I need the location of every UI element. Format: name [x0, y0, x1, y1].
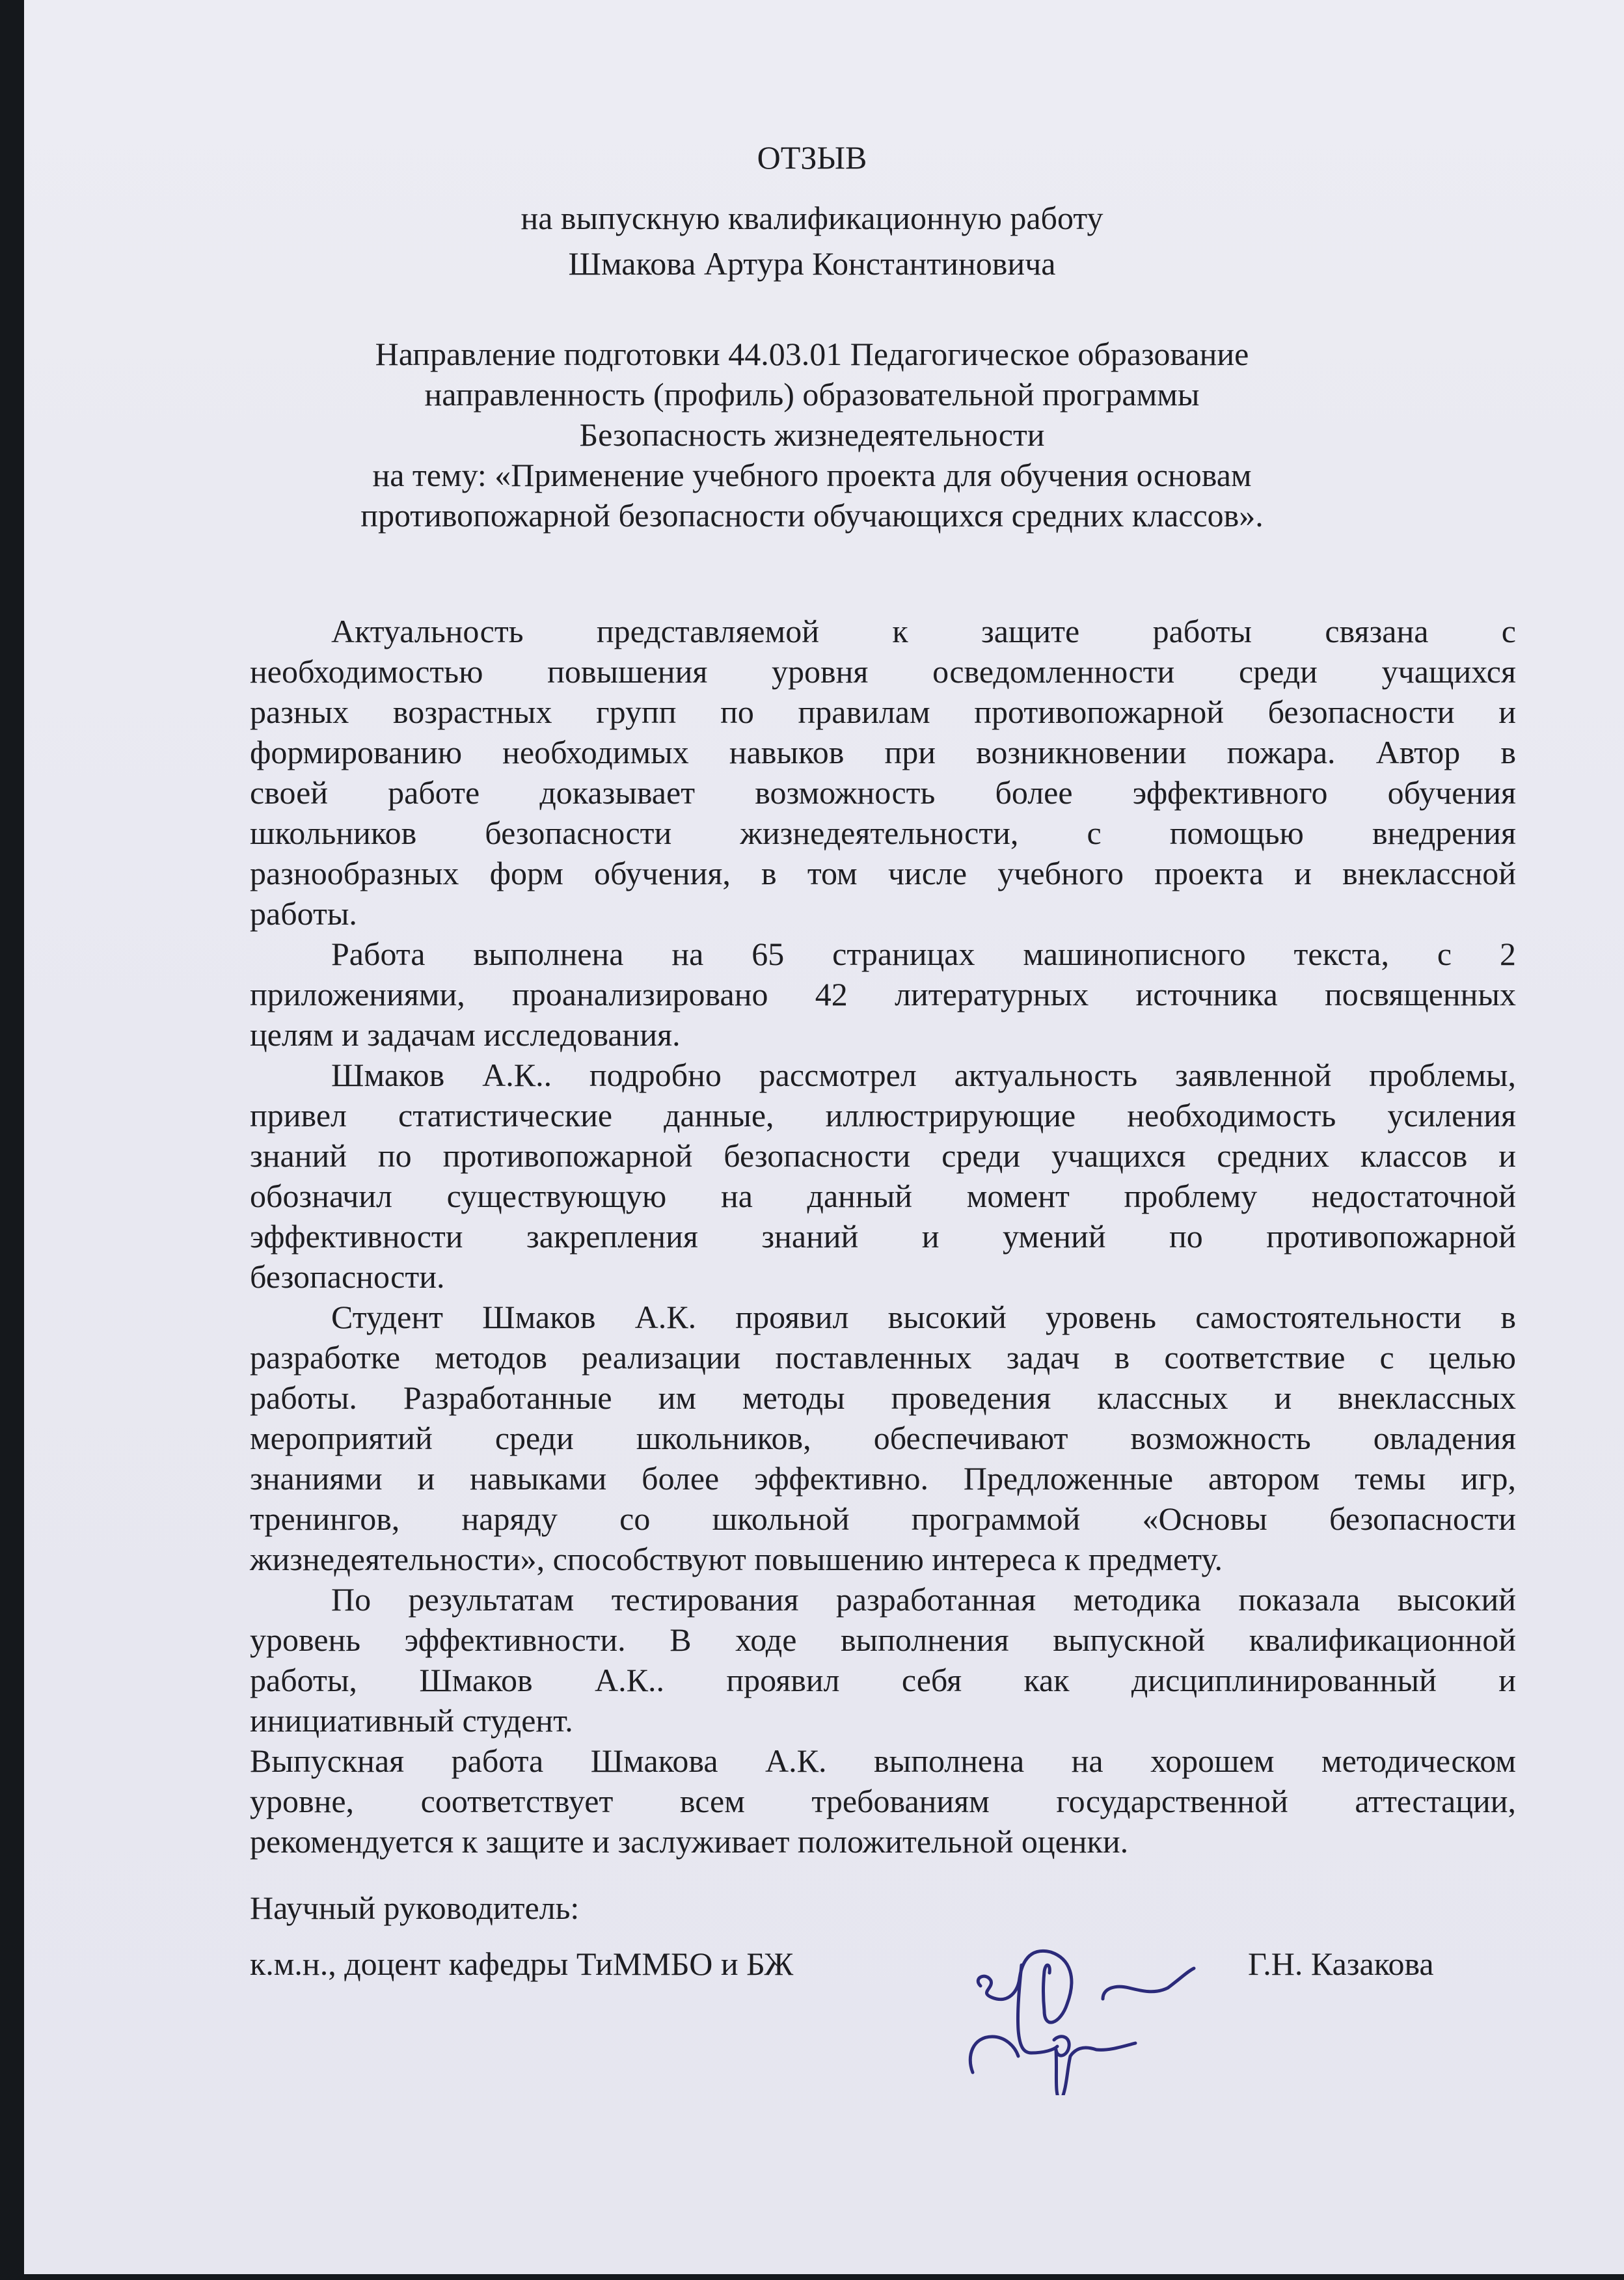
student-name: Шмакова Артура Константиновича: [568, 245, 1056, 282]
text-line: своей работе доказывает возможность более эффективного обучения: [250, 774, 1516, 811]
text-line: обозначил существующую на данный момент проблему недостаточной: [250, 1178, 1516, 1214]
supervisor-role: Научный руководитель:: [250, 1890, 580, 1926]
text-line: уровень эффективности. В ходе выполнения выпускной квалификационной: [250, 1622, 1516, 1658]
signature-stroke: [1103, 1968, 1194, 1999]
profile-name: Безопасность жизнедеятельности: [579, 416, 1045, 453]
text-line: Работа выполнена на 65 страницах машинописного текста, с 2: [331, 936, 1516, 972]
supervisor-name: Г.Н. Казакова: [1248, 1946, 1434, 1982]
signature-stroke: [1054, 2037, 1135, 2095]
signature-stroke: [1018, 1965, 1057, 2053]
text-line: По результатам тестирования разработанная методика показала высокий: [331, 1581, 1516, 1618]
text-line: уровне, соответствует всем требованиям государственной аттестации,: [250, 1783, 1516, 1819]
text-line: Шмаков А.К.. подробно рассмотрел актуальность заявленной проблемы,: [331, 1057, 1516, 1093]
text-line: формированию необходимых навыков при возникновении пожара. Автор в: [250, 734, 1516, 770]
text-line: мероприятий среди школьников, обеспечивают возможность овладения: [250, 1420, 1516, 1456]
text-line: тренингов, наряду со школьной программой «Основы безопасности: [250, 1500, 1516, 1537]
text-line: Актуальность представляемой к защите работы связана с: [331, 613, 1516, 649]
text-line: привел статистические данные, иллюстрирующие необходимость усиления: [250, 1097, 1516, 1133]
text-line: жизнедеятельности», способствуют повышению интереса к предмету.: [250, 1541, 1223, 1577]
text-line: Студент Шмаков А.К. проявил высокий уровень самостоятельности в: [331, 1299, 1516, 1335]
text-line: эффективности закрепления знаний и умений по противопожарной: [250, 1218, 1516, 1255]
direction-line: Направление подготовки 44.03.01 Педагогическое образование: [375, 336, 1249, 372]
text-line: знаниями и навыками более эффективно. Предложенные автором темы игр,: [250, 1460, 1516, 1497]
text-line: безопасности.: [250, 1258, 445, 1295]
signature-stroke: [978, 1951, 1072, 2022]
text-line: разных возрастных групп по правилам противопожарной безопасности и: [250, 694, 1516, 730]
text-line: работы. Разработанные им методы проведения классных и внеклассных: [250, 1379, 1516, 1416]
text-line: необходимостью повышения уровня осведомленности среди учащихся: [250, 653, 1516, 690]
scan-border-bottom: [0, 2274, 1624, 2280]
text-line: разнообразных форм обучения, в том числе учебного проекта и внеклассной: [250, 855, 1516, 891]
profile-line: направленность (профиль) образовательной программы: [424, 376, 1200, 413]
text-line: работы.: [250, 895, 357, 932]
topic-line-2: противопожарной безопасности обучающихся средних классов».: [360, 497, 1264, 534]
signature-stroke: [970, 2037, 1018, 2072]
subtitle-line: на выпускную квалификационную работу: [521, 200, 1103, 236]
text-line: целям и задачам исследования.: [250, 1016, 681, 1053]
text-line: разработке методов реализации поставленных задач в соответствие с целью: [250, 1339, 1516, 1376]
handwritten-signature: [947, 1926, 1233, 2095]
text-line: инициативный студент.: [250, 1702, 573, 1739]
text-line: Выпускная работа Шмакова А.К. выполнена на хорошем методическом: [250, 1743, 1516, 1779]
text-line: школьников безопасности жизнедеятельности, с помощью внедрения: [250, 815, 1516, 851]
supervisor-position: к.м.н., доцент кафедры ТиММБО и БЖ: [250, 1946, 794, 1982]
text-line: рекомендуется к защите и заслуживает положительной оценки.: [250, 1823, 1129, 1860]
text-line: знаний по противопожарной безопасности среди учащихся средних классов и: [250, 1137, 1516, 1174]
text-line: приложениями, проанализировано 42 литературных источника посвященных: [250, 976, 1516, 1012]
document-title: ОТЗЫВ: [757, 139, 867, 176]
topic-line-1: на тему: «Применение учебного проекта для обучения основам: [372, 457, 1252, 493]
text-line: работы, Шмаков А.К.. проявил себя как дисциплинированный и: [250, 1662, 1516, 1698]
